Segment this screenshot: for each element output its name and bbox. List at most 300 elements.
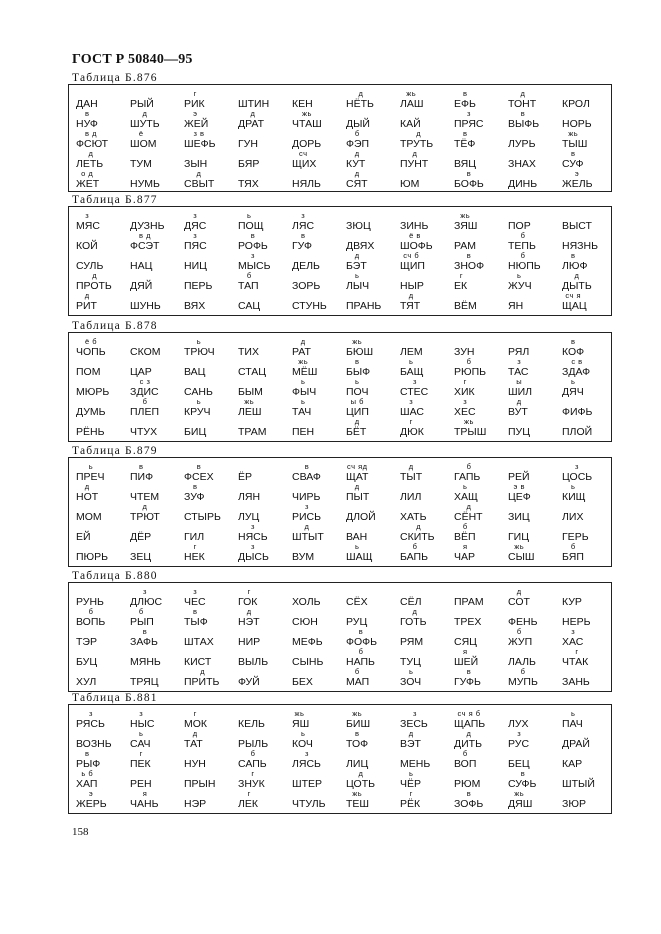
syllable-word: НУН bbox=[184, 758, 206, 770]
table-cell-word bbox=[562, 427, 626, 438]
phonetic-mark: д bbox=[142, 109, 148, 118]
syllable-word: ВЭТ bbox=[400, 738, 421, 750]
table-cell-word bbox=[562, 251, 626, 272]
syllable-word: ДВЯХ bbox=[346, 240, 375, 252]
syllable-word: ДУМЬ bbox=[76, 406, 106, 418]
phonetic-mark: ь bbox=[571, 482, 576, 491]
phonetic-mark: э bbox=[88, 789, 94, 798]
syllable-word: КРУЧ bbox=[184, 406, 211, 418]
table-cell-word bbox=[562, 337, 626, 358]
syllable-word: НУМЬ bbox=[130, 178, 160, 190]
syllable-word: ХАП bbox=[76, 778, 98, 790]
phonetic-mark: жь bbox=[244, 397, 255, 406]
syllable-word: ЖЕТ bbox=[76, 178, 100, 190]
syllable-word: ЩИП bbox=[400, 260, 425, 272]
phonetic-mark: б bbox=[138, 607, 144, 616]
table-cell-word bbox=[562, 271, 626, 292]
syllable-word: ЗИНЬ bbox=[400, 220, 429, 232]
syllable-word: ШИЛ bbox=[508, 386, 533, 398]
phonetic-mark: в bbox=[358, 627, 364, 636]
syllable-word: ДЫТЬ bbox=[562, 280, 592, 292]
syllable-word: ПРЫН bbox=[184, 778, 216, 790]
phonetic-mark: д bbox=[412, 607, 418, 616]
phonetic-mark: д bbox=[300, 337, 306, 346]
syllable-word: ЩАТ bbox=[346, 471, 369, 483]
syllable-word: ТЭР bbox=[76, 636, 97, 648]
syllable-word: ГУН bbox=[238, 138, 258, 150]
syllable-word: САНЬ bbox=[184, 386, 213, 398]
syllable-word: ФИФЬ bbox=[562, 406, 593, 418]
phonetic-mark: о д bbox=[81, 169, 94, 178]
syllable-word: ЛЯН bbox=[238, 491, 261, 503]
phonetic-mark: в bbox=[355, 357, 360, 366]
phonetic-mark: д bbox=[84, 482, 90, 491]
phonetic-mark: ь bbox=[571, 709, 576, 718]
syllable-word: ЗЫН bbox=[184, 158, 208, 170]
syllable-word: МАП bbox=[346, 676, 370, 688]
syllable-word: ГУФ bbox=[292, 240, 312, 252]
syllable-word: РИТ bbox=[76, 300, 97, 312]
phonetic-mark: в bbox=[250, 231, 256, 240]
phonetic-mark: з bbox=[463, 397, 468, 406]
syllable-word: ЗНУК bbox=[238, 778, 265, 790]
phonetic-mark: в bbox=[193, 482, 198, 491]
syllable-word: МОК bbox=[184, 718, 208, 730]
phonetic-mark: з bbox=[517, 357, 522, 366]
syllable-word: ЧТУЛЬ bbox=[292, 798, 326, 810]
syllable-word: САЧ bbox=[130, 738, 151, 750]
syllable-word: САЦ bbox=[238, 300, 261, 312]
table-cell-word bbox=[562, 149, 626, 170]
syllable-word: РЕН bbox=[130, 778, 152, 790]
syllable-word: РЯСЬ bbox=[76, 718, 105, 730]
syllable-word: МЕНЬ bbox=[400, 758, 431, 770]
phonetic-mark: б bbox=[412, 542, 418, 551]
syllable-word: ШТЫТ bbox=[292, 531, 324, 543]
syllable-word: ВЫЛЬ bbox=[238, 656, 269, 668]
syllable-word: ЧТУХ bbox=[130, 426, 158, 438]
syllable-word: ТЁФ bbox=[454, 138, 476, 150]
syllable-word: ФЕНЬ bbox=[508, 616, 538, 628]
syllable-word: БИЦ bbox=[184, 426, 207, 438]
syllable-word: ВЁП bbox=[454, 531, 476, 543]
syllable-word: ВАН bbox=[346, 531, 368, 543]
syllable-word: ЛЕТЬ bbox=[76, 158, 104, 170]
phonetic-mark: з bbox=[193, 231, 198, 240]
phonetic-mark: ы б bbox=[350, 397, 364, 406]
syllable-word: ЛУРЬ bbox=[508, 138, 536, 150]
syllable-word: ЛАЛЬ bbox=[508, 656, 536, 668]
syllable-word: МЯНЬ bbox=[130, 656, 161, 668]
syllable-word: ЛЕМ bbox=[400, 346, 423, 358]
syllable-table bbox=[68, 206, 612, 316]
phonetic-mark: б bbox=[570, 542, 576, 551]
phonetic-mark: г bbox=[463, 377, 467, 386]
syllable-word: ТАТ bbox=[184, 738, 203, 750]
syllable-word: НЯСЬ bbox=[238, 531, 268, 543]
phonetic-mark: б bbox=[462, 749, 468, 758]
phonetic-mark: ь bbox=[301, 729, 306, 738]
syllable-word: ДЛОЙ bbox=[346, 511, 376, 523]
syllable-word: НИР bbox=[238, 636, 261, 648]
syllable-word: ЖЕЙ bbox=[184, 118, 209, 130]
phonetic-mark: в bbox=[571, 251, 576, 260]
syllable-word: ТУЦ bbox=[400, 656, 421, 668]
phonetic-mark: в bbox=[463, 129, 468, 138]
syllable-word: НЁТЬ bbox=[346, 98, 374, 110]
syllable-word: МЁШ bbox=[292, 366, 318, 378]
phonetic-mark: жь bbox=[352, 709, 363, 718]
phonetic-mark: сч яд bbox=[346, 462, 368, 471]
phonetic-mark: я bbox=[462, 542, 468, 551]
phonetic-mark: ё б bbox=[84, 337, 98, 346]
phonetic-mark: д bbox=[200, 667, 206, 676]
table-cell-word bbox=[562, 759, 626, 770]
phonetic-mark: сч б bbox=[403, 251, 420, 260]
phonetic-mark: г bbox=[193, 89, 197, 98]
syllable-word: КИСТ bbox=[184, 656, 212, 668]
syllable-word: РУС bbox=[508, 738, 530, 750]
syllable-word: ГАПЬ bbox=[454, 471, 481, 483]
syllable-word: ШТЫЙ bbox=[562, 778, 595, 790]
phonetic-mark: з bbox=[139, 709, 144, 718]
syllable-word: ЦАР bbox=[130, 366, 152, 378]
syllable-word: ВОП bbox=[454, 758, 477, 770]
syllable-word: СУЛЬ bbox=[76, 260, 104, 272]
syllable-word: ФУЙ bbox=[238, 676, 260, 688]
syllable-word: ШАС bbox=[400, 406, 424, 418]
syllable-word: МОМ bbox=[76, 511, 102, 523]
syllable-word: БЫФ bbox=[346, 366, 371, 378]
table-cell-word bbox=[562, 677, 626, 688]
syllable-word: ПРОТЬ bbox=[76, 280, 112, 292]
syllable-word: ЯН bbox=[508, 300, 524, 312]
syllable-word: БИШ bbox=[346, 718, 371, 730]
syllable-word: СВЫТ bbox=[184, 178, 215, 190]
phonetic-mark: г bbox=[459, 271, 464, 280]
phonetic-mark: б bbox=[520, 667, 526, 676]
phonetic-mark: сч bbox=[298, 149, 308, 158]
phonetic-mark: ь bbox=[247, 211, 252, 220]
syllable-word: ЧОПЬ bbox=[76, 346, 106, 358]
syllable-word: РЯМ bbox=[400, 636, 424, 648]
phonetic-mark: жь bbox=[294, 709, 305, 718]
phonetic-mark: з в bbox=[193, 129, 205, 138]
syllable-word: ПРЯС bbox=[454, 118, 484, 130]
phonetic-mark: ь bbox=[196, 337, 202, 346]
phonetic-mark: д bbox=[354, 482, 360, 491]
syllable-word: ТЫШ bbox=[562, 138, 588, 150]
syllable-word: ЗАНЬ bbox=[562, 676, 590, 688]
phonetic-mark: з bbox=[251, 522, 255, 531]
phonetic-mark: д bbox=[196, 169, 202, 178]
syllable-word: ЖУП bbox=[508, 636, 533, 648]
syllable-word: РУНЬ bbox=[76, 596, 104, 608]
phonetic-mark: жь bbox=[568, 129, 579, 138]
phonetic-mark: ь bbox=[409, 769, 414, 778]
phonetic-mark: ь bbox=[355, 542, 360, 551]
syllable-word: КРОЛ bbox=[562, 98, 590, 110]
phonetic-mark: ё в bbox=[409, 231, 421, 240]
syllable-word: РЁНЬ bbox=[76, 426, 105, 438]
phonetic-mark: ы bbox=[516, 377, 523, 386]
syllable-word: РЕЙ bbox=[508, 471, 530, 483]
table-cell-word bbox=[562, 647, 626, 668]
table-cell-word bbox=[562, 357, 626, 378]
phonetic-mark: ь bbox=[355, 377, 360, 386]
phonetic-mark: ь bbox=[88, 462, 94, 471]
phonetic-mark: д bbox=[88, 149, 94, 158]
document-title: ГОСТ Р 50840—95 bbox=[72, 52, 193, 67]
syllable-word: ШЕЙ bbox=[454, 656, 479, 668]
syllable-word: ЦОСЬ bbox=[562, 471, 593, 483]
syllable-word: ЦИП bbox=[346, 406, 369, 418]
syllable-word: ШОФЬ bbox=[400, 240, 433, 252]
syllable-word: ТИХ bbox=[238, 346, 259, 358]
phonetic-mark: ь bbox=[409, 357, 414, 366]
syllable-word: ЗОРЬ bbox=[292, 280, 321, 292]
table-cell-word bbox=[562, 221, 626, 232]
syllable-word: ВЯХ bbox=[184, 300, 206, 312]
phonetic-mark: д bbox=[574, 271, 580, 280]
phonetic-mark: в bbox=[304, 462, 310, 471]
phonetic-mark: д bbox=[358, 89, 364, 98]
phonetic-mark: з bbox=[413, 377, 417, 386]
syllable-word: РЫФ bbox=[76, 758, 101, 770]
syllable-word: ЩАПЬ bbox=[454, 718, 486, 730]
syllable-word: РЮМ bbox=[454, 778, 481, 790]
table-cell-word bbox=[562, 407, 626, 418]
syllable-word: ДЫСЬ bbox=[238, 551, 269, 563]
syllable-word: ГИЦ bbox=[508, 531, 529, 543]
syllable-word: РЁК bbox=[400, 798, 421, 810]
phonetic-mark: з bbox=[89, 709, 93, 718]
phonetic-mark: з bbox=[413, 709, 417, 718]
syllable-word: ВОЗНЬ bbox=[76, 738, 112, 750]
table-cell-word bbox=[562, 119, 626, 130]
syllable-word: ЕФЬ bbox=[454, 98, 476, 110]
syllable-word: ШАЩ bbox=[346, 551, 373, 563]
syllable-word: ЗЮР bbox=[562, 798, 586, 810]
syllable-word: ЕК bbox=[454, 280, 468, 292]
syllable-word: СУФ bbox=[562, 158, 584, 170]
phonetic-mark: сч я bbox=[565, 291, 582, 300]
table-label: Таблица Б.880 bbox=[72, 570, 158, 582]
phonetic-mark: ь bbox=[517, 271, 522, 280]
phonetic-mark: г bbox=[247, 587, 251, 596]
table-cell-word bbox=[562, 377, 626, 398]
syllable-word: ХУЛ bbox=[76, 676, 97, 688]
syllable-word: КУР bbox=[562, 596, 582, 608]
syllable-word: РОФЬ bbox=[238, 240, 268, 252]
syllable-word: СТЫРЬ bbox=[184, 511, 221, 523]
phonetic-mark: д bbox=[354, 417, 360, 426]
phonetic-mark: э в bbox=[513, 482, 525, 491]
syllable-word: ТРЯЦ bbox=[130, 676, 159, 688]
syllable-word: РЫП bbox=[130, 616, 154, 628]
syllable-word: ТЕПЬ bbox=[508, 240, 536, 252]
syllable-word: САПЬ bbox=[238, 758, 267, 770]
syllable-word: КОЧ bbox=[292, 738, 313, 750]
phonetic-mark: жь bbox=[464, 417, 474, 426]
syllable-word: МЕФЬ bbox=[292, 636, 323, 648]
phonetic-mark: в bbox=[466, 789, 472, 798]
phonetic-mark: д bbox=[358, 769, 364, 778]
phonetic-mark: в bbox=[196, 462, 202, 471]
table-cell-word bbox=[562, 99, 626, 110]
phonetic-mark: в bbox=[571, 149, 576, 158]
syllable-word: ТАЧ bbox=[292, 406, 312, 418]
syllable-word: ТАС bbox=[508, 366, 529, 378]
phonetic-mark: д bbox=[412, 149, 418, 158]
phonetic-mark: з bbox=[517, 729, 522, 738]
phonetic-mark: г bbox=[193, 542, 197, 551]
syllable-word: ДЯЧ bbox=[562, 386, 584, 398]
syllable-word: РЯЛ bbox=[508, 346, 530, 358]
phonetic-mark: б bbox=[246, 271, 252, 280]
syllable-word: ШОМ bbox=[130, 138, 157, 150]
syllable-word: ПОР bbox=[508, 220, 531, 232]
phonetic-mark: жь bbox=[298, 357, 309, 366]
syllable-word: ВЫФЬ bbox=[508, 118, 540, 130]
table-cell-word bbox=[562, 779, 626, 790]
syllable-word: ЛЯС bbox=[292, 220, 315, 232]
syllable-word: ДИНЬ bbox=[508, 178, 538, 190]
syllable-word: ШЕФЬ bbox=[184, 138, 216, 150]
syllable-word: КЕЛЬ bbox=[238, 718, 265, 730]
phonetic-mark: э bbox=[193, 109, 198, 118]
syllable-word: ХИК bbox=[454, 386, 475, 398]
phonetic-mark: з bbox=[305, 749, 309, 758]
table-cell-word bbox=[562, 739, 626, 750]
syllable-word: НОРЬ bbox=[562, 118, 592, 130]
phonetic-mark: д bbox=[250, 109, 256, 118]
syllable-word: ДЮК bbox=[400, 426, 424, 438]
syllable-word: ЛУЦ bbox=[238, 511, 260, 523]
syllable-word: ЗОФЬ bbox=[454, 798, 484, 810]
phonetic-mark: д bbox=[408, 729, 414, 738]
phonetic-mark: жь bbox=[302, 109, 312, 118]
syllable-word: ТЫТ bbox=[400, 471, 423, 483]
syllable-word: НЭР bbox=[184, 798, 207, 810]
phonetic-mark: б bbox=[88, 607, 94, 616]
phonetic-mark: д bbox=[246, 607, 252, 616]
syllable-word: ТЯТ bbox=[400, 300, 421, 312]
syllable-word: ЛЕШ bbox=[238, 406, 262, 418]
phonetic-mark: б bbox=[520, 251, 526, 260]
table-cell-word bbox=[562, 542, 626, 563]
syllable-word: КЕН bbox=[292, 98, 313, 110]
phonetic-mark: в bbox=[85, 749, 90, 758]
syllable-word: ЗУФ bbox=[184, 491, 205, 503]
syllable-word: МЫСЬ bbox=[238, 260, 271, 272]
syllable-word: ШТАХ bbox=[184, 636, 214, 648]
syllable-word: ЩАЦ bbox=[562, 300, 587, 312]
syllable-word: ТАП bbox=[238, 280, 259, 292]
phonetic-mark: з bbox=[409, 397, 414, 406]
syllable-word: НЕК bbox=[184, 551, 205, 563]
syllable-word: ЛИХ bbox=[562, 511, 584, 523]
table-cell-word bbox=[562, 597, 626, 608]
phonetic-mark: з bbox=[467, 109, 471, 118]
phonetic-mark: ь bbox=[301, 377, 306, 386]
syllable-word: СЮН bbox=[292, 616, 318, 628]
syllable-word: ГЕРЬ bbox=[562, 531, 589, 543]
phonetic-mark: д bbox=[466, 502, 472, 511]
syllable-word: ПОМ bbox=[76, 366, 101, 378]
syllable-word: СВАФ bbox=[292, 471, 321, 483]
syllable-word: НЮПЬ bbox=[508, 260, 541, 272]
table-cell-word bbox=[562, 709, 626, 730]
phonetic-mark: в д bbox=[85, 129, 97, 138]
phonetic-mark: д bbox=[408, 462, 414, 471]
syllable-word: ПИФ bbox=[130, 471, 154, 483]
table-cell-word bbox=[562, 532, 626, 543]
table-cell-word bbox=[562, 627, 626, 648]
phonetic-mark: г bbox=[409, 417, 413, 426]
syllable-word: НЫС bbox=[130, 718, 155, 730]
syllable-word: ХОЛЬ bbox=[292, 596, 321, 608]
syllable-word: КАЙ bbox=[400, 118, 421, 130]
syllable-word: ЧАР bbox=[454, 551, 476, 563]
phonetic-mark: з bbox=[305, 502, 309, 511]
phonetic-mark: д bbox=[92, 271, 98, 280]
syllable-word: ВОПЬ bbox=[76, 616, 106, 628]
syllable-word: ПОЧ bbox=[346, 386, 369, 398]
syllable-word: ЗЮЦ bbox=[346, 220, 371, 232]
phonetic-mark: жь bbox=[352, 337, 363, 346]
syllable-word: КОФ bbox=[562, 346, 585, 358]
phonetic-mark: в bbox=[466, 667, 472, 676]
table-label: Таблица Б.876 bbox=[72, 72, 158, 84]
syllable-word: ГУФЬ bbox=[454, 676, 481, 688]
syllable-word: ЮМ bbox=[400, 178, 420, 190]
phonetic-mark: д bbox=[520, 89, 526, 98]
syllable-word: ЗОЧ bbox=[400, 676, 422, 688]
phonetic-mark: з bbox=[193, 211, 198, 220]
syllable-word: НАПЬ bbox=[346, 656, 375, 668]
syllable-word: ТЫФ bbox=[184, 616, 208, 628]
table-cell-word bbox=[562, 169, 626, 190]
syllable-word: ПЛОЙ bbox=[562, 426, 593, 438]
phonetic-mark: сч я б bbox=[457, 709, 481, 718]
syllable-word: ЗЕСЬ bbox=[400, 718, 428, 730]
syllable-word: ГИЛ bbox=[184, 531, 205, 543]
syllable-word: КОЙ bbox=[76, 240, 98, 252]
syllable-word: СОТ bbox=[508, 596, 530, 608]
syllable-word: БЕЦ bbox=[508, 758, 530, 770]
syllable-word: НИЦ bbox=[184, 260, 207, 272]
syllable-word: БОФЬ bbox=[454, 178, 484, 190]
syllable-word: НЯЛЬ bbox=[292, 178, 321, 190]
syllable-word: ЖЕРЬ bbox=[76, 798, 107, 810]
phonetic-mark: в bbox=[85, 109, 90, 118]
syllable-word: НЕРЬ bbox=[562, 616, 591, 628]
phonetic-mark: в bbox=[139, 462, 144, 471]
phonetic-mark: з bbox=[251, 251, 255, 260]
syllable-word: ЧИРЬ bbox=[292, 491, 321, 503]
phonetic-mark: б bbox=[354, 667, 360, 676]
phonetic-mark: в bbox=[355, 729, 360, 738]
syllable-word: ШТИН bbox=[238, 98, 270, 110]
syllable-word: МЯС bbox=[76, 220, 100, 232]
phonetic-mark: г bbox=[193, 709, 197, 718]
syllable-word: ШУНЬ bbox=[130, 300, 161, 312]
syllable-word: ЧЁР bbox=[400, 778, 422, 790]
syllable-word: ДЕЛЬ bbox=[292, 260, 320, 272]
syllable-word: БЫМ bbox=[238, 386, 263, 398]
syllable-word: ДУЗНЬ bbox=[130, 220, 165, 232]
